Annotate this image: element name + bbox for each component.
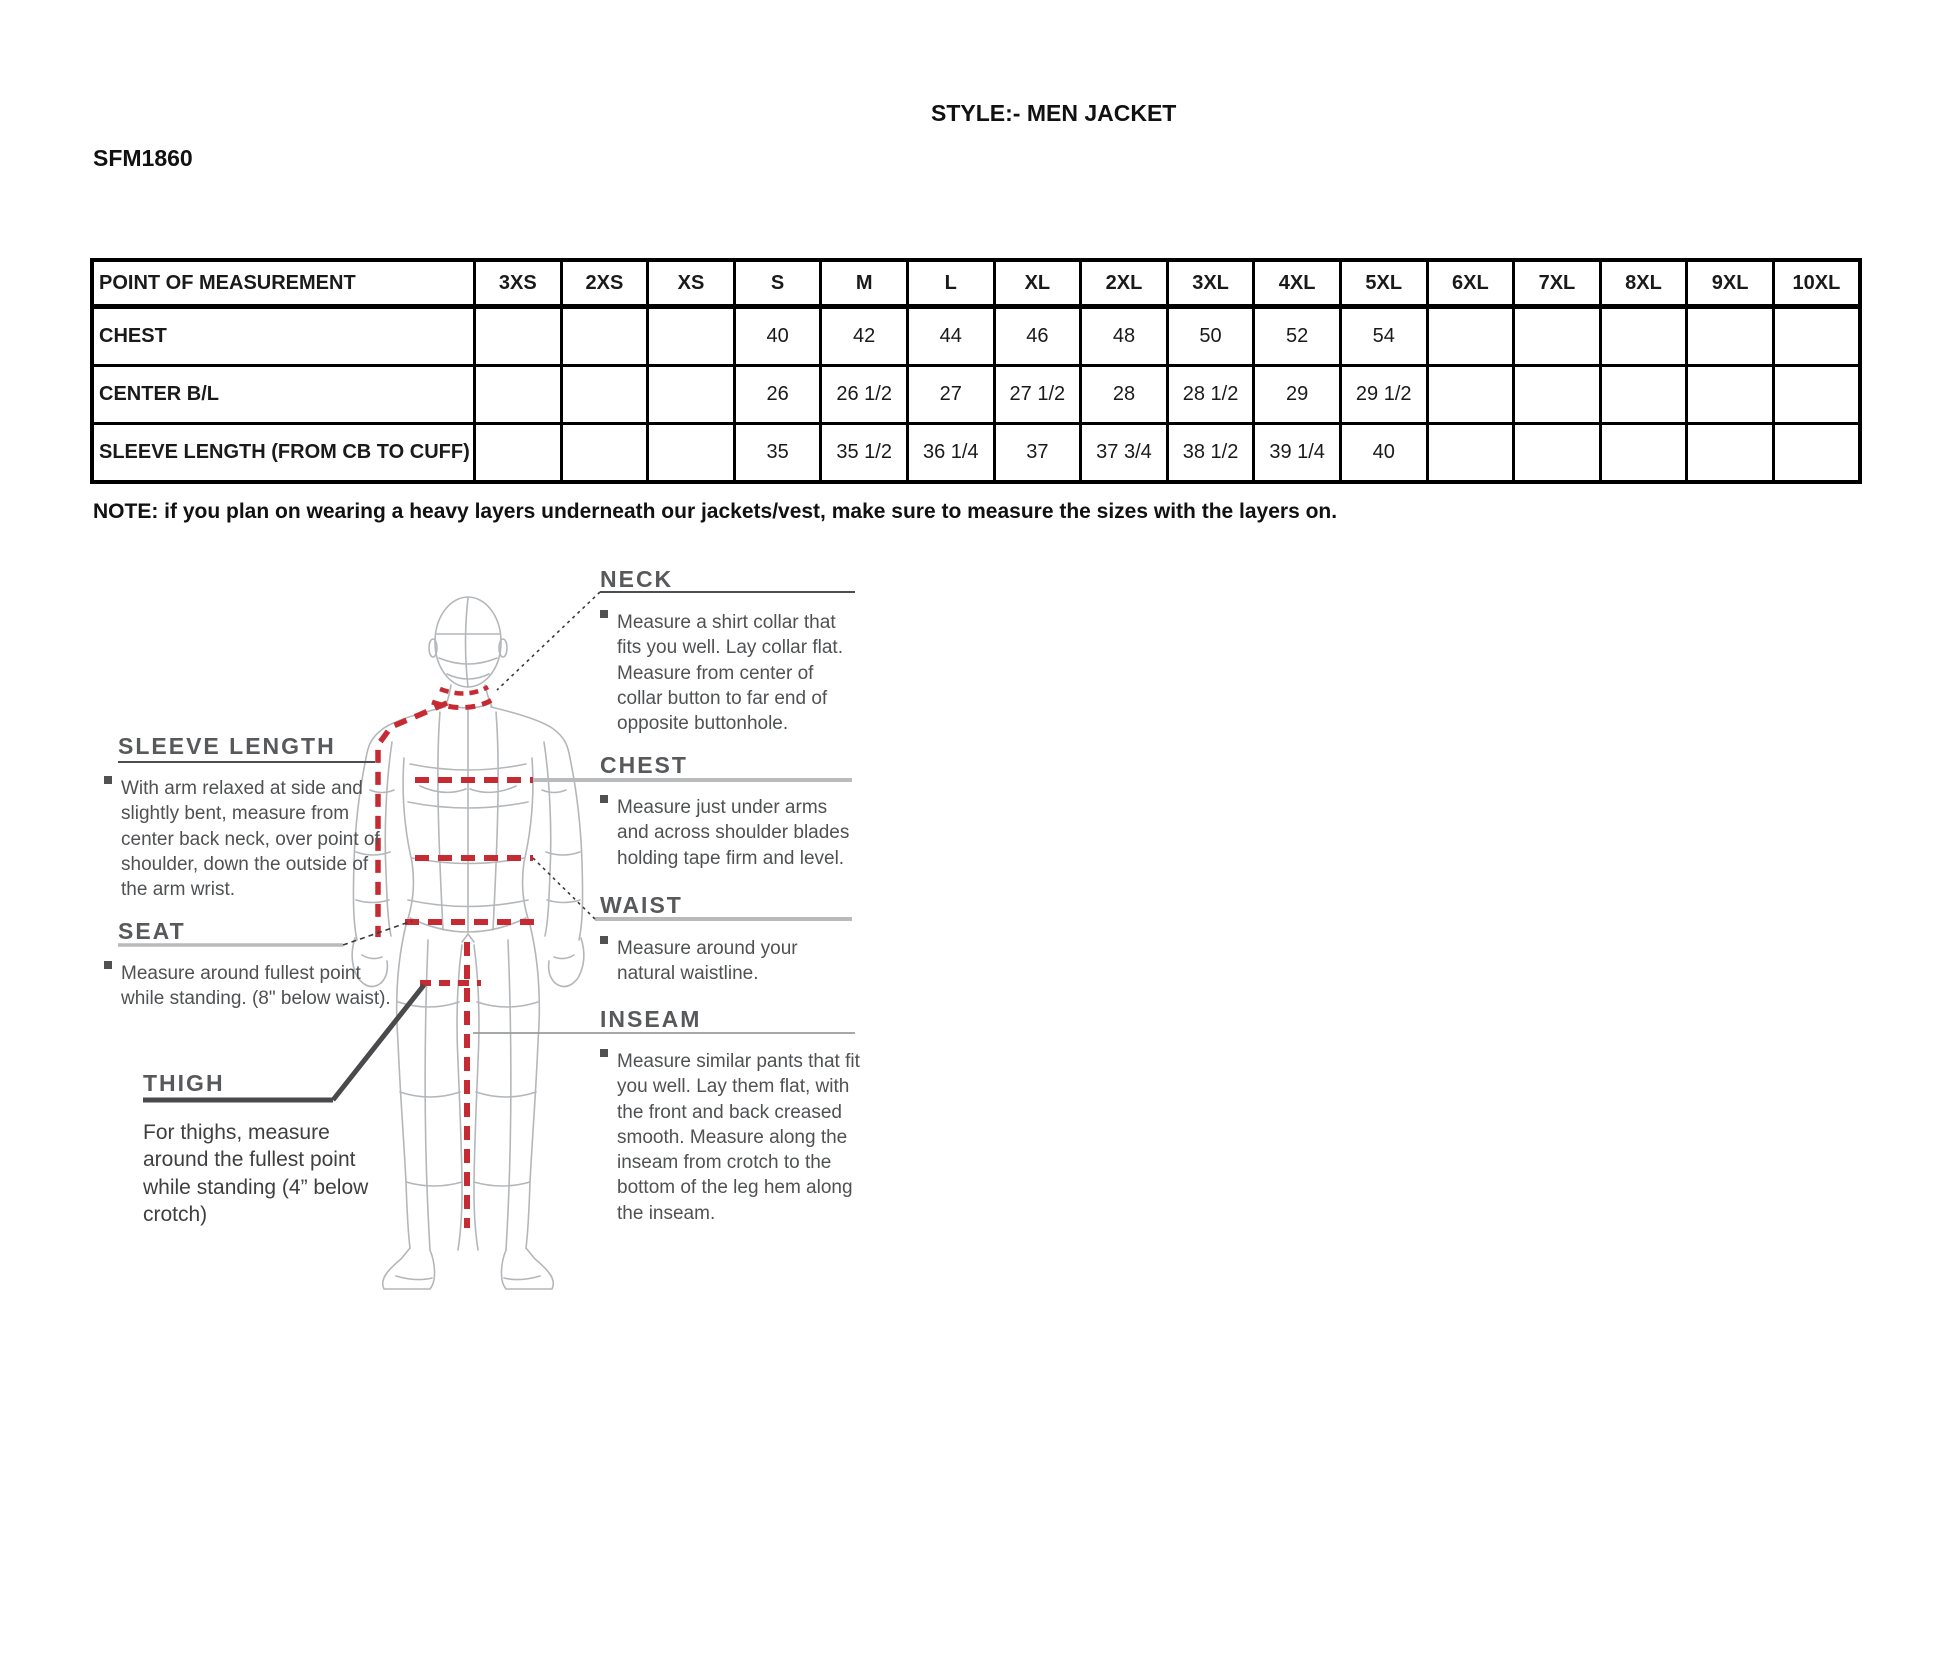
size-column-header: 2XS [561, 260, 648, 307]
seat-instructions: Measure around fullest point while standing. (8" below waist). [121, 963, 391, 1010]
waist-instructions: Measure around your natural waistline. [617, 938, 798, 985]
table-cell: 44 [907, 307, 994, 366]
size-column-header: 3XS [475, 260, 562, 307]
inseam-instructions: Measure similar pants that fit you well. Lay them flat, with the front and back creased smooth. Measure along the inseam from crotch to the bottom of the leg hem along the inseam. [617, 1051, 860, 1224]
thigh-instructions: For thighs, measure around the fullest point while standing (4” below crotch) [143, 1121, 369, 1226]
table-cell: 46 [994, 307, 1081, 366]
bullet-icon [104, 961, 112, 969]
table-cell: 35 1/2 [821, 424, 908, 483]
table-cell: 28 [1081, 366, 1168, 424]
size-column-header: 2XL [1081, 260, 1168, 307]
neck-instructions: Measure a shirt collar that fits you well. Lay collar flat. Measure from center of collar button to far end of opposite buttonhole. [617, 612, 843, 735]
seat-heading: SEAT [118, 918, 186, 944]
chest-instructions: Measure just under arms and across shoulder blades holding tape firm and level. [617, 797, 850, 869]
size-column-header: S [734, 260, 821, 307]
bullet-icon [104, 776, 112, 784]
chest-heading: CHEST [600, 752, 688, 778]
table-cell: 29 1/2 [1340, 366, 1427, 424]
sleeve-length-section [118, 733, 398, 902]
table-cell: 42 [821, 307, 908, 366]
table-cell: 50 [1167, 307, 1254, 366]
corner-header: POINT OF MEASUREMENT [92, 260, 475, 307]
row-label: CENTER B/L [92, 366, 475, 424]
thigh-heading: THIGH [143, 1070, 225, 1096]
table-cell: 37 [994, 424, 1081, 483]
table-cell: 27 [907, 366, 994, 424]
thigh-section [143, 1070, 403, 1228]
inseam-heading: INSEAM [600, 1006, 702, 1032]
table-cell: 40 [1340, 424, 1427, 483]
sleeve-length-heading: SLEEVE LENGTH [118, 733, 336, 759]
size-column-header: 10XL [1773, 260, 1860, 307]
table-cell: 26 [734, 366, 821, 424]
bullet-icon [600, 1049, 608, 1057]
size-column-header: L [907, 260, 994, 307]
size-column-header: 5XL [1340, 260, 1427, 307]
table-cell: 52 [1254, 307, 1341, 366]
size-column-header: XL [994, 260, 1081, 307]
table-cell: 29 [1254, 366, 1341, 424]
neck-section [600, 566, 860, 736]
waist-section [600, 892, 860, 987]
layers-note: NOTE: if you plan on wearing a heavy layers underneath our jackets/vest, make sure to measure the sizes with the layers on. [93, 500, 1338, 523]
bullet-icon [600, 936, 608, 944]
neck-heading: NECK [600, 566, 674, 592]
style-number: SFM1860 [93, 145, 193, 171]
sleeve-length-instructions: With arm relaxed at side and slightly bent, measure from center back neck, over point of shoulder, down the outside of the arm wrist. [121, 778, 380, 901]
table-cell: 37 3/4 [1081, 424, 1168, 483]
table-cell: 38 1/2 [1167, 424, 1254, 483]
table-cell: 40 [734, 307, 821, 366]
table-cell: 48 [1081, 307, 1168, 366]
waist-heading: WAIST [600, 892, 683, 918]
size-column-header: XS [648, 260, 735, 307]
size-column-header: M [821, 260, 908, 307]
table-cell: 35 [734, 424, 821, 483]
size-column-header: 4XL [1254, 260, 1341, 307]
seat-section [118, 918, 398, 1012]
size-column-header: 8XL [1600, 260, 1687, 307]
size-column-header: 7XL [1514, 260, 1601, 307]
table-cell: 28 1/2 [1167, 366, 1254, 424]
size-column-header: 6XL [1427, 260, 1514, 307]
row-label: SLEEVE LENGTH (FROM CB TO CUFF) [92, 424, 475, 483]
bullet-icon [600, 795, 608, 803]
table-cell: 27 1/2 [994, 366, 1081, 424]
size-column-header: 9XL [1687, 260, 1774, 307]
page-title: STYLE:- MEN JACKET [931, 100, 1177, 126]
table-cell: 26 1/2 [821, 366, 908, 424]
table-cell: 36 1/4 [907, 424, 994, 483]
size-column-header: 3XL [1167, 260, 1254, 307]
table-cell: 54 [1340, 307, 1427, 366]
row-label: CHEST [92, 307, 475, 366]
inseam-section [600, 1006, 870, 1226]
neck-measure-line [440, 687, 488, 694]
chest-section [600, 752, 860, 871]
table-cell: 39 1/4 [1254, 424, 1341, 483]
bullet-icon [600, 610, 608, 618]
